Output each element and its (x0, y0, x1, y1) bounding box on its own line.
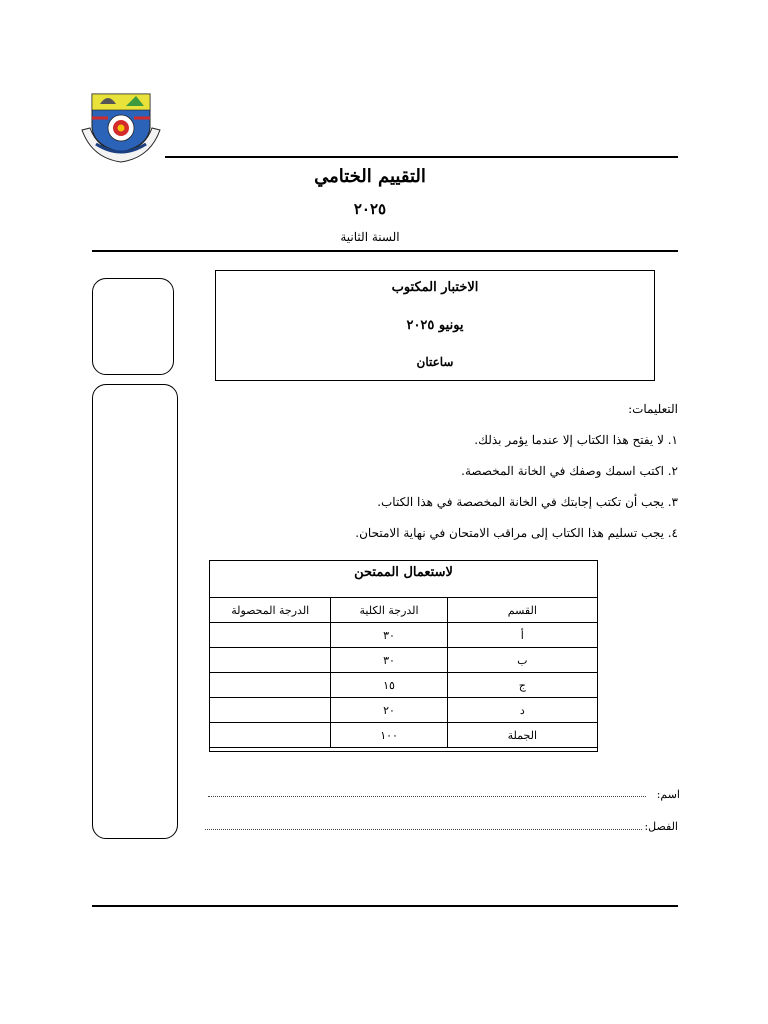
obtained-cell[interactable] (210, 698, 331, 723)
total-cell: ١٠٠ (331, 723, 447, 748)
examiner-marks-table (209, 560, 598, 752)
total-cell: ٢٠ (331, 698, 447, 723)
obtained-cell[interactable] (210, 623, 331, 648)
marks-table-title: لاستعمال الممتحن (354, 565, 453, 580)
grade-level: السنة الثانية (340, 230, 400, 244)
exam-info-box (215, 270, 655, 381)
table-row (210, 698, 598, 723)
instruction-item: ١. لا يفتح هذا الكتاب إلا عندما يؤمر بذلك. (474, 433, 678, 447)
table-header-row (210, 598, 598, 623)
name-field-label: اسم: (656, 788, 680, 801)
marks-grid (209, 597, 598, 748)
total-cell: ٣٠ (331, 648, 447, 673)
exam-duration: ساعتان (416, 355, 454, 369)
margin-panel-box (92, 384, 178, 839)
class-input-line[interactable] (205, 829, 642, 830)
obtained-cell[interactable] (210, 648, 331, 673)
page-title: التقييم الختامي (314, 166, 426, 187)
exam-year: ٢٠٢٥ (353, 200, 387, 218)
total-cell: ١٥ (331, 673, 447, 698)
name-input-line[interactable] (208, 796, 646, 797)
student-photo-box (92, 278, 174, 375)
section-cell: الجملة (447, 723, 597, 748)
exam-date: يونيو ٢٠٢٥ (406, 318, 464, 333)
section-cell: ج (447, 673, 597, 698)
column-header-obtained: الدرجة المحصولة (210, 598, 331, 623)
total-cell: ٣٠ (331, 623, 447, 648)
instruction-item: ٣. يجب أن تكتب إجابتك في الخانة المخصصة في هذا الكتاب. (377, 495, 678, 509)
exam-name: الاختبار المكتوب (391, 280, 479, 295)
obtained-cell[interactable] (210, 673, 331, 698)
table-row (210, 623, 598, 648)
table-row (210, 723, 598, 748)
obtained-cell[interactable] (210, 723, 331, 748)
column-header-section: القسم (447, 598, 597, 623)
footer-rule (92, 905, 678, 907)
table-row (210, 673, 598, 698)
header-top-rule (165, 156, 678, 158)
section-cell: ب (447, 648, 597, 673)
section-cell: د (447, 698, 597, 723)
instructions-heading: التعليمات: (628, 402, 678, 416)
table-row (210, 648, 598, 673)
school-crest-logo (78, 78, 164, 164)
class-field-label: الفصل: (644, 820, 678, 833)
instruction-item: ٢. اكتب اسمك وصفك في الخانة المخصصة. (461, 464, 678, 478)
header-bottom-rule (92, 250, 678, 252)
instruction-item: ٤. يجب تسليم هذا الكتاب إلى مراقب الامتحان في نهاية الامتحان. (355, 526, 678, 540)
section-cell: أ (447, 623, 597, 648)
column-header-total: الدرجة الكلية (331, 598, 447, 623)
